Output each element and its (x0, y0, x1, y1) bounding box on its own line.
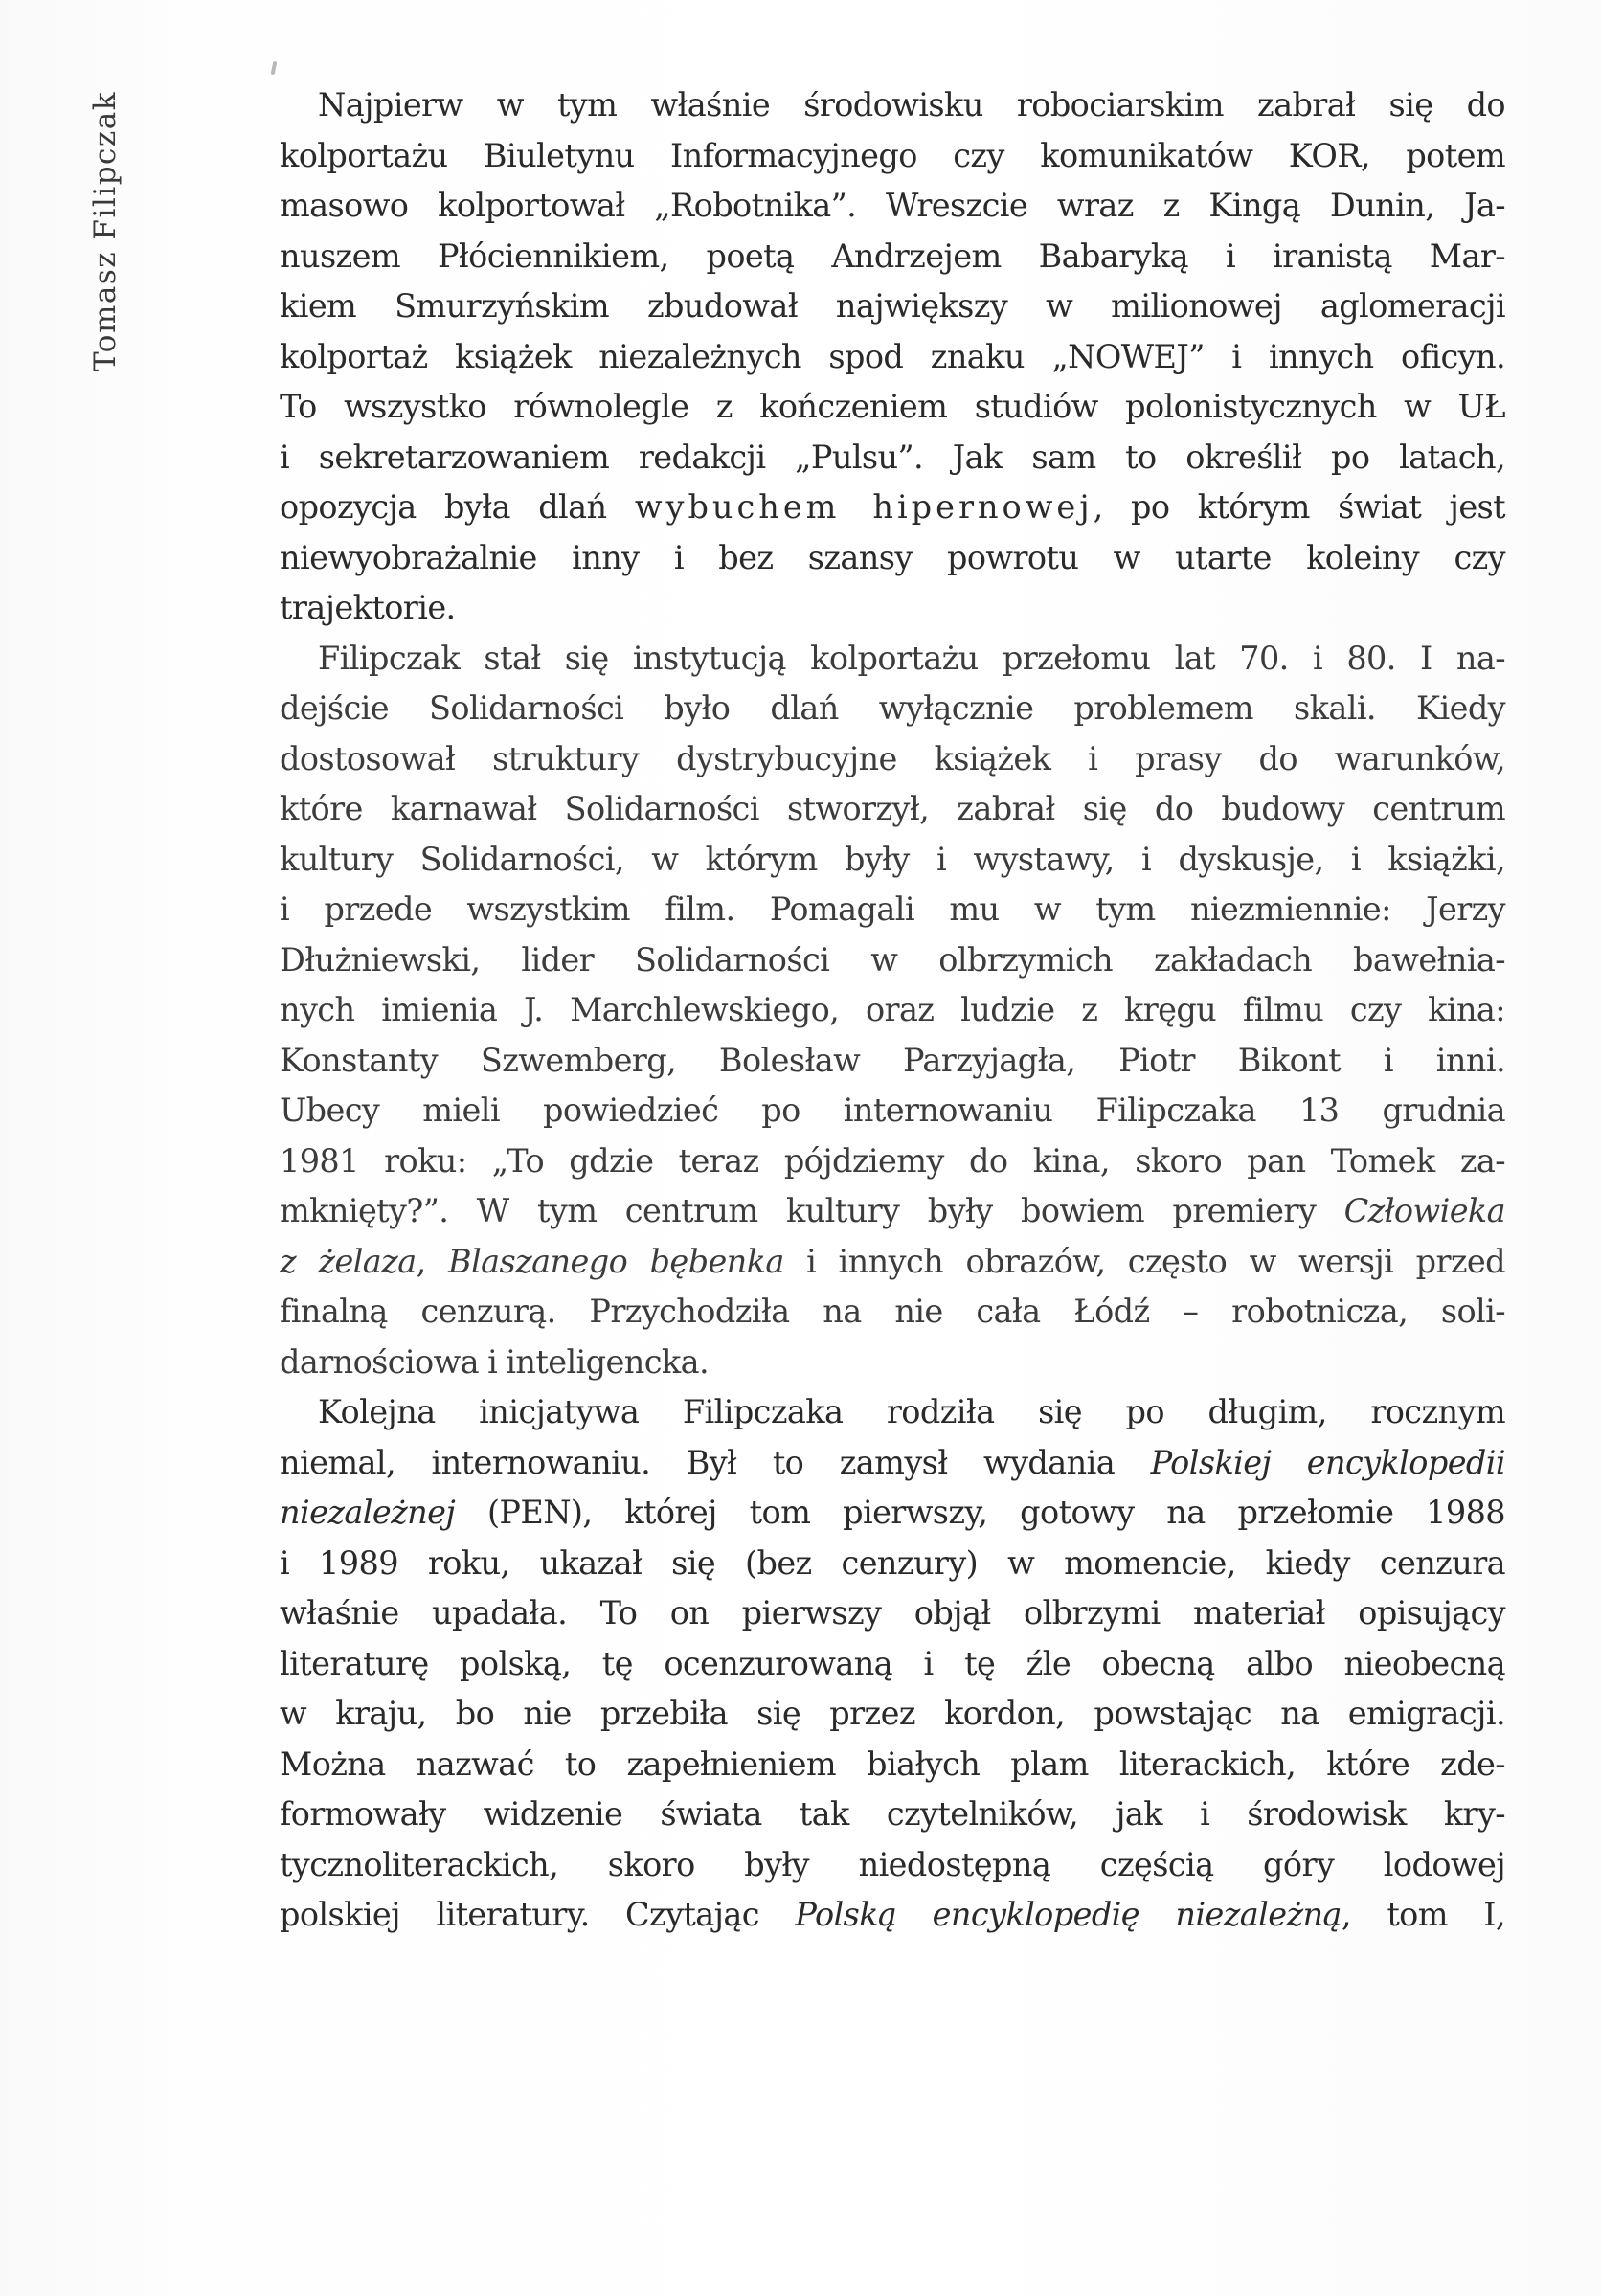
body-text-column (280, 80, 1505, 1941)
text-segment: kolportaż książek niezależnych spod znaku „NOWEJ” i innych oficyn. (280, 337, 1505, 375)
text-line (280, 1186, 1505, 1237)
text-line (280, 1639, 1505, 1690)
text-segment: dostosował struktury dystrybucyjne książek i prasy do warunków, (280, 739, 1505, 777)
text-segment: Można nazwać to zapełnieniem białych plam literackich, które zde- (280, 1745, 1505, 1783)
text-line (280, 885, 1505, 935)
scan-speck (271, 61, 278, 76)
text-line (280, 1237, 1505, 1288)
text-line (280, 1588, 1505, 1639)
text-segment: Kolejna inicjatywa Filipczaka rodziła się po długim, rocznym (318, 1393, 1505, 1430)
text-line (280, 1790, 1505, 1840)
text-segment: Filipczak stał się instytucją kolportażu przełomu lat 70. i 80. I na- (318, 639, 1505, 677)
text-segment: masowo kolportował „Robotnika”. Wreszcie wraz z Kingą Dunin, Ja- (280, 187, 1505, 224)
text-segment: niewyobrażalnie inny i bez szansy powrotu w utarte koleiny czy (280, 538, 1505, 576)
text-segment: Konstanty Szwemberg, Bolesław Parzyjagła, Piotr Bikont i inni. (280, 1041, 1505, 1079)
paragraph (280, 80, 1505, 634)
text-segment: i 1989 roku, ukazał się (bez cenzury) w momencie, kiedy cenzura (280, 1543, 1505, 1582)
text-segment: finalną cenzurą. Przychodziła na nie cała Łódź – robotnicza, soli- (280, 1293, 1505, 1330)
text-segment: formowały widzenie świata tak czytelników, jak i środowisk kry- (280, 1795, 1505, 1833)
text-segment: tycznoliterackich, skoro były niedostępną częścią góry lodowej (280, 1845, 1505, 1883)
text-segment: polskiej literatury. Czytając (280, 1896, 796, 1933)
text-line (280, 131, 1505, 182)
italic-title: Człowieka (1343, 1192, 1505, 1229)
italic-title: Polskiej encyklopedii (1150, 1443, 1505, 1481)
text-segment: 1981 roku: „To gdzie teraz pójdziemy do kina, skoro pan Tomek za- (280, 1141, 1505, 1180)
text-segment: kiem Smurzyńskim zbudował największy w milionowej aglomeracji (280, 287, 1505, 325)
text-line (280, 1338, 1505, 1388)
text-segment: Ubecy mieli powiedzieć po internowaniu Filipczaka 13 grudnia (280, 1092, 1505, 1129)
text-segment: , tom I, (1341, 1896, 1505, 1933)
text-segment: nych imienia J. Marchlewskiego, oraz ludzie z kręgu filmu czy kina: (280, 991, 1505, 1028)
text-segment: i sekretarzowaniem redakcji „Pulsu”. Jak sam to określił po latach, (280, 438, 1505, 476)
text-segment: właśnie upadała. To on pierwszy objął olbrzymi materiał opisujący (280, 1594, 1505, 1632)
text-line (280, 1689, 1505, 1740)
text-segment: Najpierw w tym właśnie środowisku robociarskim zabrał się do (318, 86, 1505, 124)
text-line (280, 1488, 1505, 1539)
text-line (280, 1086, 1505, 1137)
text-segment: i przede wszystkim film. Pomagali mu w tym niezmiennie: Jerzy (280, 890, 1505, 928)
text-segment: trajektorie. (280, 589, 456, 626)
text-line (280, 1840, 1505, 1891)
text-line (280, 382, 1505, 433)
text-segment: i innych obrazów, często w wersji przed (783, 1242, 1505, 1280)
text-line (280, 583, 1505, 634)
text-line (280, 684, 1505, 734)
text-segment: (PEN), której tom pierwszy, gotowy na przełomie 1988 (455, 1494, 1505, 1531)
text-segment: kultury Solidarności, w którym były i wystawy, i dyskusje, i książki, (280, 840, 1505, 878)
text-line (280, 1539, 1505, 1589)
text-line (280, 1740, 1505, 1790)
text-line (280, 533, 1505, 584)
italic-title: Polską encyklopedię niezależną (795, 1896, 1342, 1933)
text-line (280, 1137, 1505, 1187)
italic-title: niezależnej (280, 1494, 456, 1531)
text-line (280, 1387, 1505, 1438)
text-segment: opozycja była dlań (280, 488, 635, 526)
italic-title: Blaszanego bębenka (448, 1242, 784, 1280)
text-segment: które karnawał Solidarności stworzył, zabrał się do budowy centrum (280, 790, 1505, 827)
text-segment: niemal, internowaniu. Był to zamysł wydania (280, 1443, 1151, 1481)
text-segment: mknięty?”. W tym centrum kultury były bowiem premiery (280, 1192, 1344, 1229)
text-line (280, 1438, 1505, 1489)
emphasized-text: wybuchem hipernowej (634, 488, 1094, 526)
text-line (280, 80, 1505, 131)
italic-title: z żelaza (280, 1242, 417, 1280)
text-line (280, 1036, 1505, 1087)
paragraph (280, 634, 1505, 1388)
text-line (280, 1890, 1505, 1941)
text-segment: literaturę polską, tę ocenzurowaną i tę źle obecną albo nieobecną (280, 1644, 1505, 1682)
text-segment: dejście Solidarności było dlań wyłącznie problemem skali. Kiedy (280, 689, 1505, 727)
text-segment: darnościowa i inteligencka. (280, 1342, 710, 1381)
text-segment: , (416, 1242, 449, 1280)
text-line (280, 1287, 1505, 1338)
text-line (280, 734, 1505, 785)
text-line (280, 784, 1505, 835)
text-line (280, 835, 1505, 886)
text-segment: w kraju, bo nie przebiła się przez kordon, powstając na emigracji. (280, 1695, 1505, 1732)
paragraph (280, 1387, 1505, 1941)
text-segment: , po którym świat jest (1093, 488, 1506, 526)
text-line (280, 935, 1505, 986)
text-segment: nuszem Płóciennikiem, poetą Andrzejem Babaryką i iranistą Mar- (280, 236, 1505, 275)
text-line (280, 332, 1505, 383)
text-line (280, 433, 1505, 484)
text-line (280, 634, 1505, 685)
text-line (280, 281, 1505, 332)
text-line (280, 232, 1505, 282)
text-line (280, 181, 1505, 232)
text-segment: kolportażu Biuletynu Informacyjnego czy komunikatów KOR, potem (280, 136, 1505, 174)
text-line (280, 985, 1505, 1036)
text-segment: To wszystko równolegle z kończeniem studiów polonistycznych w UŁ (280, 388, 1505, 425)
running-head-author: Tomasz Filipczak (88, 91, 123, 371)
text-line (280, 483, 1505, 533)
text-segment: Dłużniewski, lider Solidarności w olbrzymich zakładach bawełnia- (280, 940, 1505, 979)
